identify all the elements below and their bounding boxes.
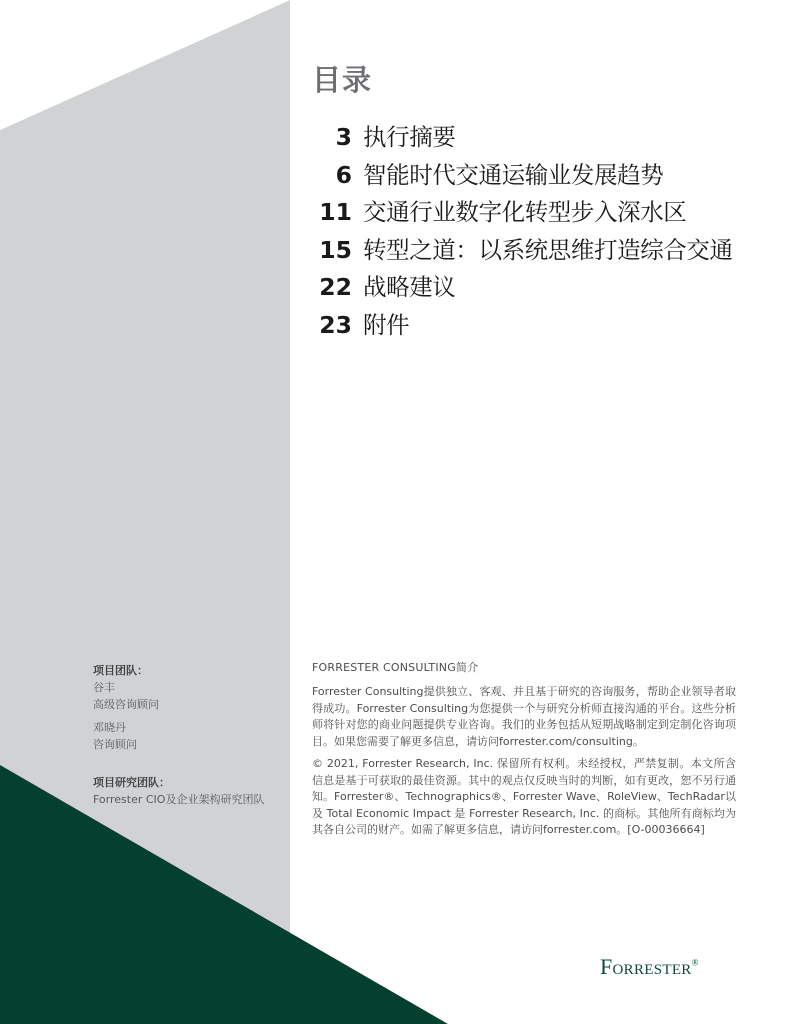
toc-page-number: 15: [319, 235, 352, 264]
forrester-logo: [600, 954, 699, 980]
toc-item-label: 交通行业数字化转型步入深水区: [363, 198, 687, 227]
toc-page-number: 23: [319, 310, 352, 339]
toc-item[interactable]: [310, 118, 733, 156]
team-member-role: 高级咨询顾问: [93, 698, 159, 711]
about-heading: FORRESTER CONSULTING简介: [312, 661, 479, 674]
toc-item-label: 智能时代交通运输业发展趋势: [363, 160, 664, 189]
team-member-role: 咨询顾问: [93, 738, 137, 751]
registered-mark: ®: [691, 957, 699, 968]
toc-item-label: 转型之道：以系统思维打造综合交通: [363, 235, 733, 264]
project-team: [93, 662, 293, 753]
research-team-name: Forrester CIO及企业架构研究团队: [93, 793, 265, 806]
toc-page-number: 11: [319, 198, 352, 227]
toc-item-label: 附件: [363, 310, 410, 339]
team-member-name: 谷丰: [93, 681, 115, 694]
toc-item-label: 战略建议: [363, 273, 456, 302]
table-of-contents: [310, 118, 733, 344]
toc-title: 目录: [312, 63, 373, 97]
toc-page-number: 3: [335, 123, 352, 151]
toc-item[interactable]: [310, 231, 733, 269]
toc-item[interactable]: [310, 306, 733, 344]
toc-item-label: 执行摘要: [363, 123, 456, 151]
team-member-name: 邓晓丹: [93, 721, 126, 734]
project-team-heading: 项目团队：: [93, 664, 148, 677]
logo-text: Forrester: [600, 954, 692, 979]
research-team-heading: 项目研究团队：: [93, 776, 170, 789]
toc-item[interactable]: [310, 156, 733, 194]
research-team: [93, 774, 293, 808]
toc-page-number: 6: [335, 160, 352, 189]
about-forrester-consulting: [312, 660, 736, 845]
toc-item[interactable]: [310, 268, 733, 306]
copyright-paragraph: © 2021, Forrester Research, Inc. 保留所有权利。未经授权，严禁复制。本文所含信息是基于可获取的最佳资源。其中的观点仅反映当时的判断，如有更改，恕不另行通知。Forrester®、Technographics®、Forrester Wave、RoleView、TechRadar以及 Total Economic Impact 是 Forrester Research, Inc. 的商标。其他所有商标均为其各自公司的财产。如需了解更多信息，请访问forrester.com。[O-00036664]: [312, 757, 736, 836]
toc-item[interactable]: [310, 193, 733, 231]
about-paragraph: Forrester Consulting提供独立、客观、并且基于研究的咨询服务，帮助企业领导者取得成功。Forrester Consulting为您提供一个与研究分析师直接沟通的平台。这些分析师将针对您的商业问题提供专业咨询。我们的业务包括从短期战略制定到定制化咨询项目。如果您需要了解更多信息，请访问forrester.com/consulting。: [312, 685, 736, 748]
toc-page-number: 22: [319, 273, 352, 302]
